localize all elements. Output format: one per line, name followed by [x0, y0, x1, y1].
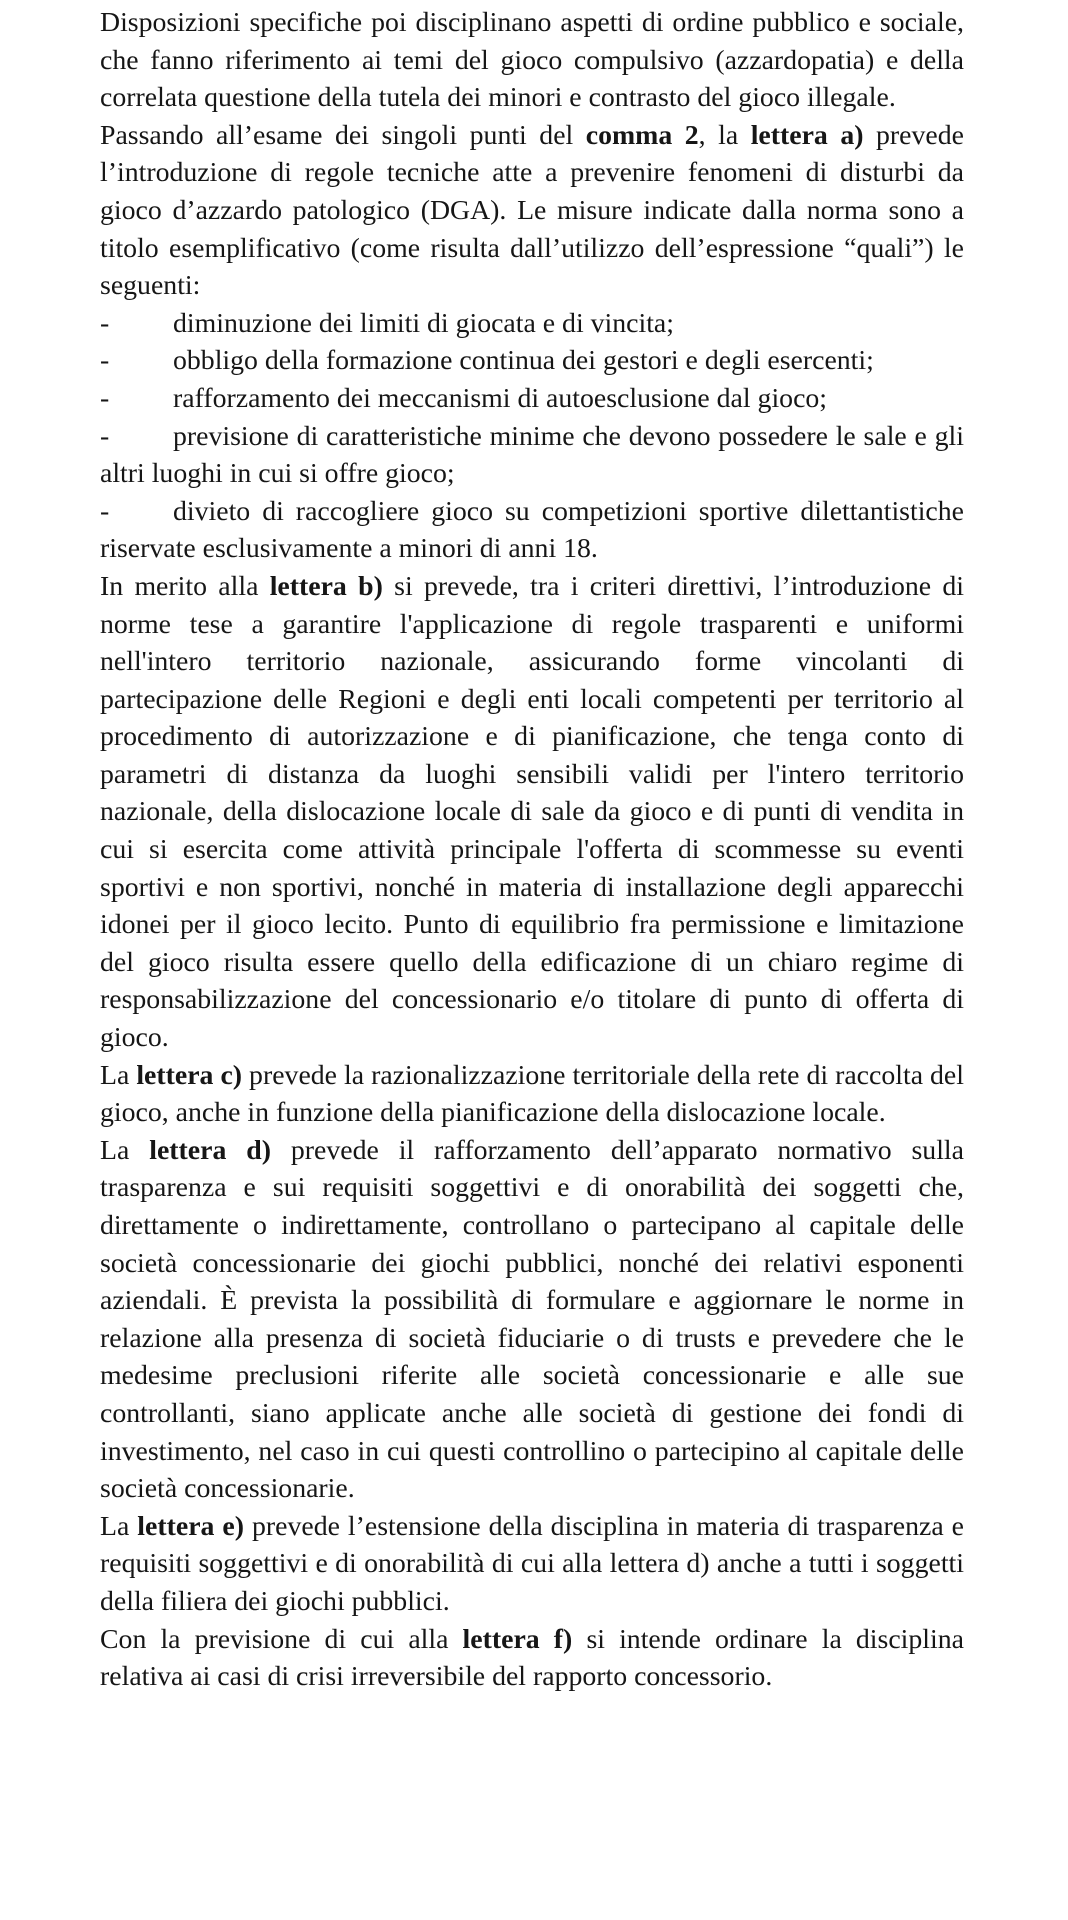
paragraph-lettera-f-text-c: si intende ordinare la disciplina relativa ai casi di crisi irreversibile del rapporto concessorio.	[100, 1623, 964, 1693]
paragraph-intro-text: Disposizioni specifiche poi disciplinano aspetti di ordine pubblico e sociale, che fanno riferimento ai temi del gioco compulsivo (azzardopatia) e della correlata questione della tutela dei minori e contrasto del gioco illegale.	[100, 7, 964, 114]
paragraph-lettera-b-text-a: In merito alla	[100, 570, 270, 602]
paragraph-lettera-d-text-c: prevede il rafforzamento dell’apparato normativo sulla trasparenza e sui requisiti soggettivi e di onorabilità dei soggetti che, direttamente o indirettamente, controllano o partecipano al capitale delle società concessionarie dei giochi pubblici, nonché dei relativi esponenti aziendali. È prevista la possibilità di formulare e aggiornare le norme in relazione alla presenza di società fiduciarie o di trusts e prevedere che le medesime preclusioni riferite alle società concessionarie e alle sue controllanti, siano applicate anche alle società di gestione dei fondi di investimento, nel caso in cui questi controllino o partecipino al capitale delle società concessionarie.	[100, 1134, 964, 1505]
list-item	[100, 493, 964, 568]
paragraph-comma-2-text-a: Passando all’esame dei singoli punti del	[100, 119, 586, 151]
list-item	[100, 342, 964, 380]
paragraph-lettera-d	[100, 1132, 964, 1508]
paragraph-lettera-f-text-a: Con la previsione di cui alla	[100, 1623, 463, 1655]
list-item-dash: -	[100, 495, 110, 527]
comma-2-label: comma 2	[585, 119, 699, 151]
list-item	[100, 418, 964, 493]
paragraph-lettera-f	[100, 1621, 964, 1696]
lettera-c-label: lettera c)	[136, 1059, 243, 1091]
lettera-f-label: lettera f)	[462, 1623, 573, 1655]
list-item-text: obbligo della formazione continua dei gestori e degli esercenti;	[173, 345, 874, 377]
list-item-text: rafforzamento dei meccanismi di autoesclusione dal gioco;	[173, 382, 828, 414]
paragraph-lettera-c-text-c: prevede la razionalizzazione territoriale della rete di raccolta del gioco, anche in funzione della pianificazione della dislocazione locale.	[100, 1059, 964, 1129]
lettera-e-label: lettera e)	[137, 1510, 245, 1542]
list-item-text: divieto di raccogliere gioco su competizioni sportive dilettantistiche riservate esclusivamente a minori di anni 18.	[100, 495, 964, 565]
lettera-b-label: lettera b)	[269, 570, 383, 602]
paragraph-intro	[100, 4, 964, 117]
list-item-text: diminuzione dei limiti di giocata e di vincita;	[173, 307, 674, 339]
paragraph-lettera-d-text-a: La	[100, 1134, 150, 1166]
list-item-dash: -	[100, 307, 110, 339]
list-item	[100, 380, 964, 418]
paragraph-lettera-b-text-c: si prevede, tra i criteri direttivi, l’introduzione di norme tese a garantire l'applicazione di regole trasparenti e uniformi nell'intero territorio nazionale, assicurando forme vincolanti di partecipazione delle Regioni e degli enti locali competenti per territorio al procedimento di autorizzazione e di pianificazione, che tenga conto di parametri di distanza da luoghi sensibili validi per l'intero territorio nazionale, della dislocazione locale di sale da gioco e di punti di vendita in cui si esercita come attività principale l'offerta di scommesse su eventi sportivi e non sportivi, nonché in materia di installazione degli apparecchi idonei per il gioco lecito. Punto di equilibrio fra permissione e limitazione del gioco risulta essere quello della edificazione di un chiaro regime di responsabilizzazione del concessionario e/o titolare di punto di offerta di gioco.	[100, 570, 965, 1054]
lettera-a-label: lettera a)	[750, 119, 864, 151]
paragraph-lettera-b	[100, 568, 964, 1057]
lettera-d-label: lettera d)	[149, 1134, 271, 1166]
paragraph-comma-2-text-c: , la	[698, 119, 751, 151]
paragraph-lettera-c-text-a: La	[100, 1059, 137, 1091]
paragraph-comma-2-text-e: prevede l’introduzione di regole tecniche atte a prevenire fenomeni di disturbi da gioco d’azzardo patologico (DGA). Le misure indicate dalla norma sono a titolo esemplificativo (come risulta dall’utilizzo dell’espressione “quali”) le seguenti:	[100, 119, 964, 302]
list-item-text: previsione di caratteristiche minime che devono possedere le sale e gli altri luoghi in cui si offre gioco;	[100, 420, 964, 490]
paragraph-lettera-c	[100, 1057, 964, 1132]
list-item-dash: -	[100, 420, 110, 452]
list-item-dash: -	[100, 345, 110, 377]
paragraph-lettera-e-text-a: La	[100, 1510, 138, 1542]
paragraph-lettera-e	[100, 1508, 964, 1621]
list-item-dash: -	[100, 382, 110, 414]
list-item	[100, 305, 964, 343]
paragraph-lettera-e-text-c: prevede l’estensione della disciplina in materia di trasparenza e requisiti soggettivi e di onorabilità di cui alla lettera d) anche a tutti i soggetti della filiera dei giochi pubblici.	[100, 1510, 964, 1617]
document-page	[100, 0, 964, 1696]
paragraph-comma-2	[100, 117, 964, 305]
